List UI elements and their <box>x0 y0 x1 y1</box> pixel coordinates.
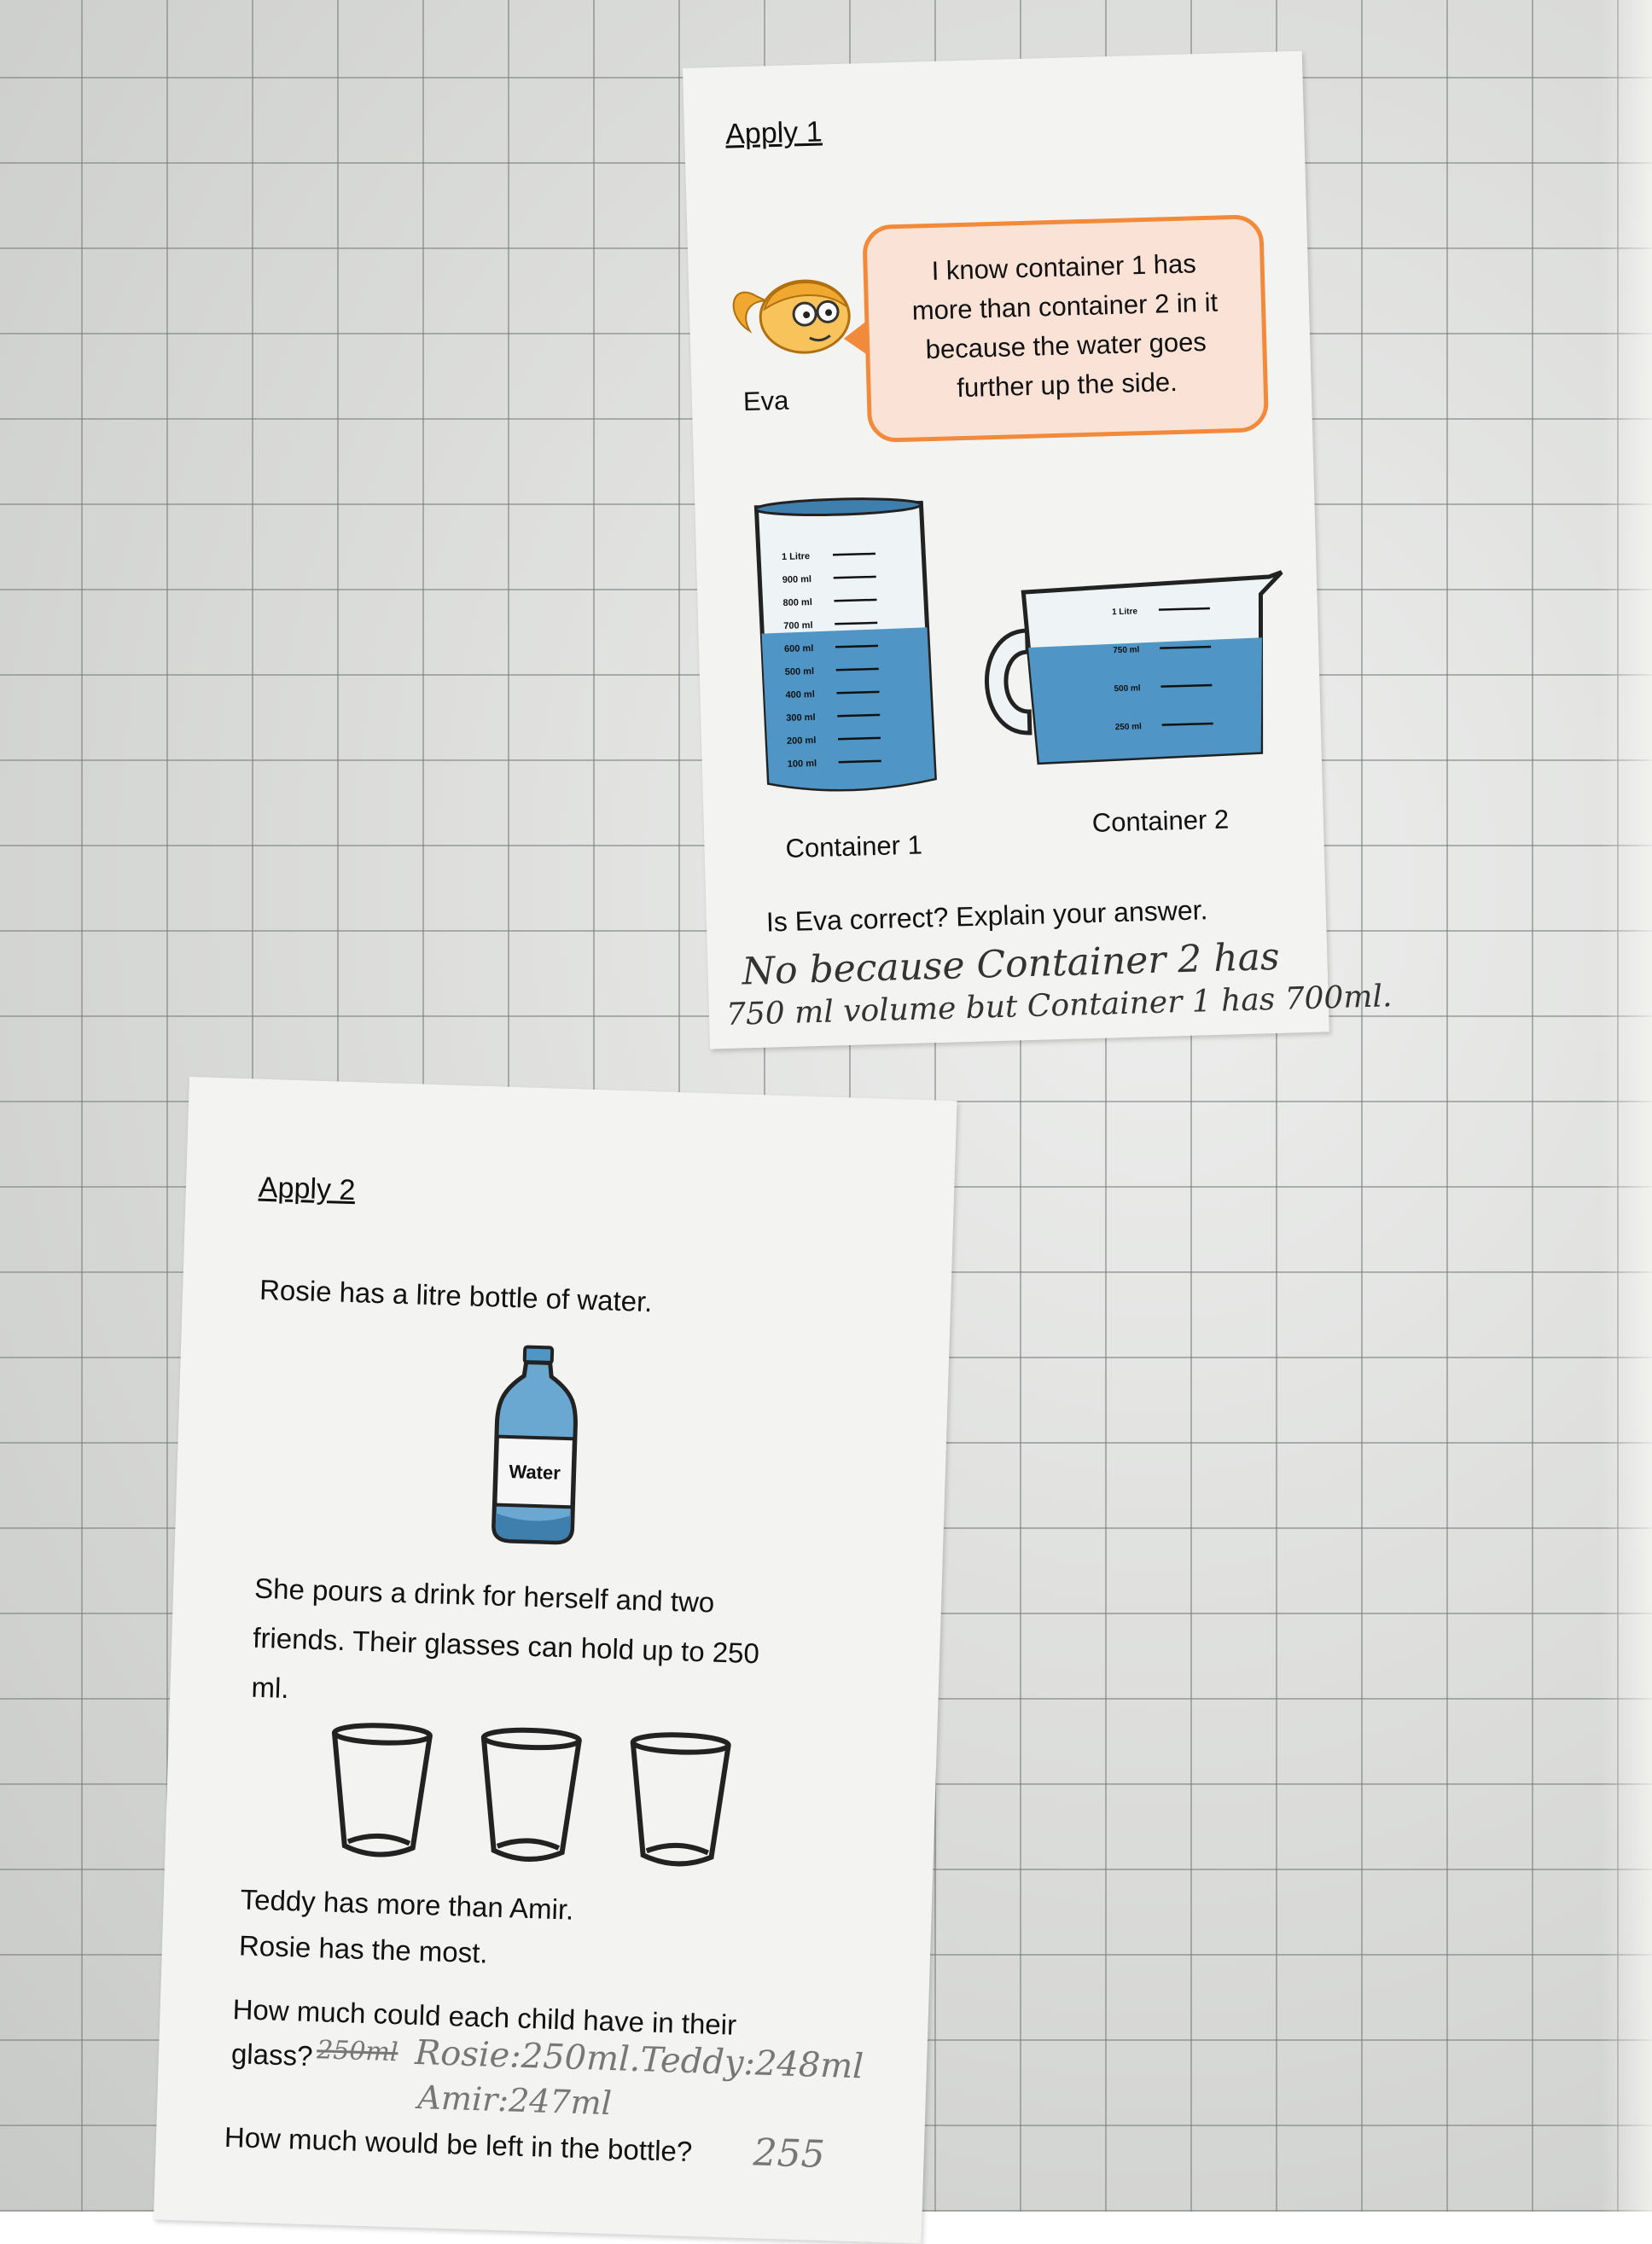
container-2-scale-label: 500 ml <box>1114 683 1141 695</box>
pour-line: friends. Their glasses can hold up to 250 <box>252 1621 760 1670</box>
apply-1-worksheet <box>683 51 1393 1049</box>
apply-1-heading: Apply 1 <box>724 115 823 151</box>
apply-1-answer-line-2: 750 ml volume but Container 1 has 700ml. <box>725 979 1393 1033</box>
water-bottle-illustration <box>486 1342 586 1549</box>
container-1-scale-label: 500 ml <box>784 666 815 677</box>
container-1-scale-label: 400 ml <box>785 689 815 701</box>
apply-2-answer-1-line-1: Rosie:250ml.Teddy:248ml <box>414 2032 864 2087</box>
notebook-page-edge <box>1601 0 1652 2212</box>
container-1-scale-label: 1 Litre <box>781 551 811 562</box>
question-line: How much could each child have in their <box>232 1993 737 2041</box>
speech-line: further up the side. <box>956 366 1178 404</box>
speech-bubble <box>862 214 1269 443</box>
apply-2-worksheet <box>154 1077 957 2244</box>
apply-1-answer-line-1: No because Container 2 has <box>741 934 1281 994</box>
container-1-scale-label: 700 ml <box>783 619 813 631</box>
container-1-illustration <box>746 492 942 805</box>
question-line: glass? <box>230 2038 313 2073</box>
eva-name-label: Eva <box>742 385 789 417</box>
container-2-scale-label: 750 ml <box>1113 645 1140 656</box>
container-1-scale-label: 600 ml <box>783 642 814 654</box>
apply-2-answer-2: 255 <box>752 2131 826 2177</box>
pour-line: ml. <box>250 1671 290 1705</box>
container-2-scale-label: 1 Litre <box>1111 607 1138 618</box>
apply-2-answer-1-line-2: Amir:247ml <box>416 2078 613 2123</box>
container-2-scale-label: 250 ml <box>1114 722 1143 733</box>
container-2-illustration <box>961 555 1300 786</box>
apply-2-heading: Apply 2 <box>258 1171 356 1207</box>
apply-2-question-2: How much would be left in the bottle? <box>224 2120 693 2168</box>
clue-line: Rosie has the most. <box>238 1929 489 1969</box>
container-1-label: Container 1 <box>785 829 923 863</box>
container-1-scale-label: 100 ml <box>787 758 817 770</box>
clue-line: Teddy has more than Amir. <box>240 1883 574 1926</box>
pour-line: She pours a drink for herself and two <box>253 1572 715 1619</box>
speech-line: because the water goes <box>925 326 1207 365</box>
apply-2-intro: Rosie has a litre bottle of water. <box>259 1273 653 1318</box>
container-1-scale-label: 200 ml <box>786 735 817 747</box>
container-1-scale-label: 800 ml <box>782 597 812 608</box>
apply-1-question: Is Eva correct? Explain your answer. <box>765 894 1208 938</box>
container-1-scale-label: 300 ml <box>786 712 816 724</box>
container-1-scale-label: 900 ml <box>782 574 812 585</box>
three-glasses-illustration <box>327 1718 741 1875</box>
crossed-out-scribble: 250ml <box>316 2035 399 2068</box>
speech-line: more than container 2 in it <box>911 287 1219 326</box>
speech-line: I know container 1 has <box>931 248 1197 286</box>
apply-2-clues <box>238 1876 574 1979</box>
apply-2-pour-text <box>251 1564 762 1729</box>
bottle-label: Water <box>509 1460 561 1484</box>
container-2-label: Container 2 <box>1091 804 1230 838</box>
